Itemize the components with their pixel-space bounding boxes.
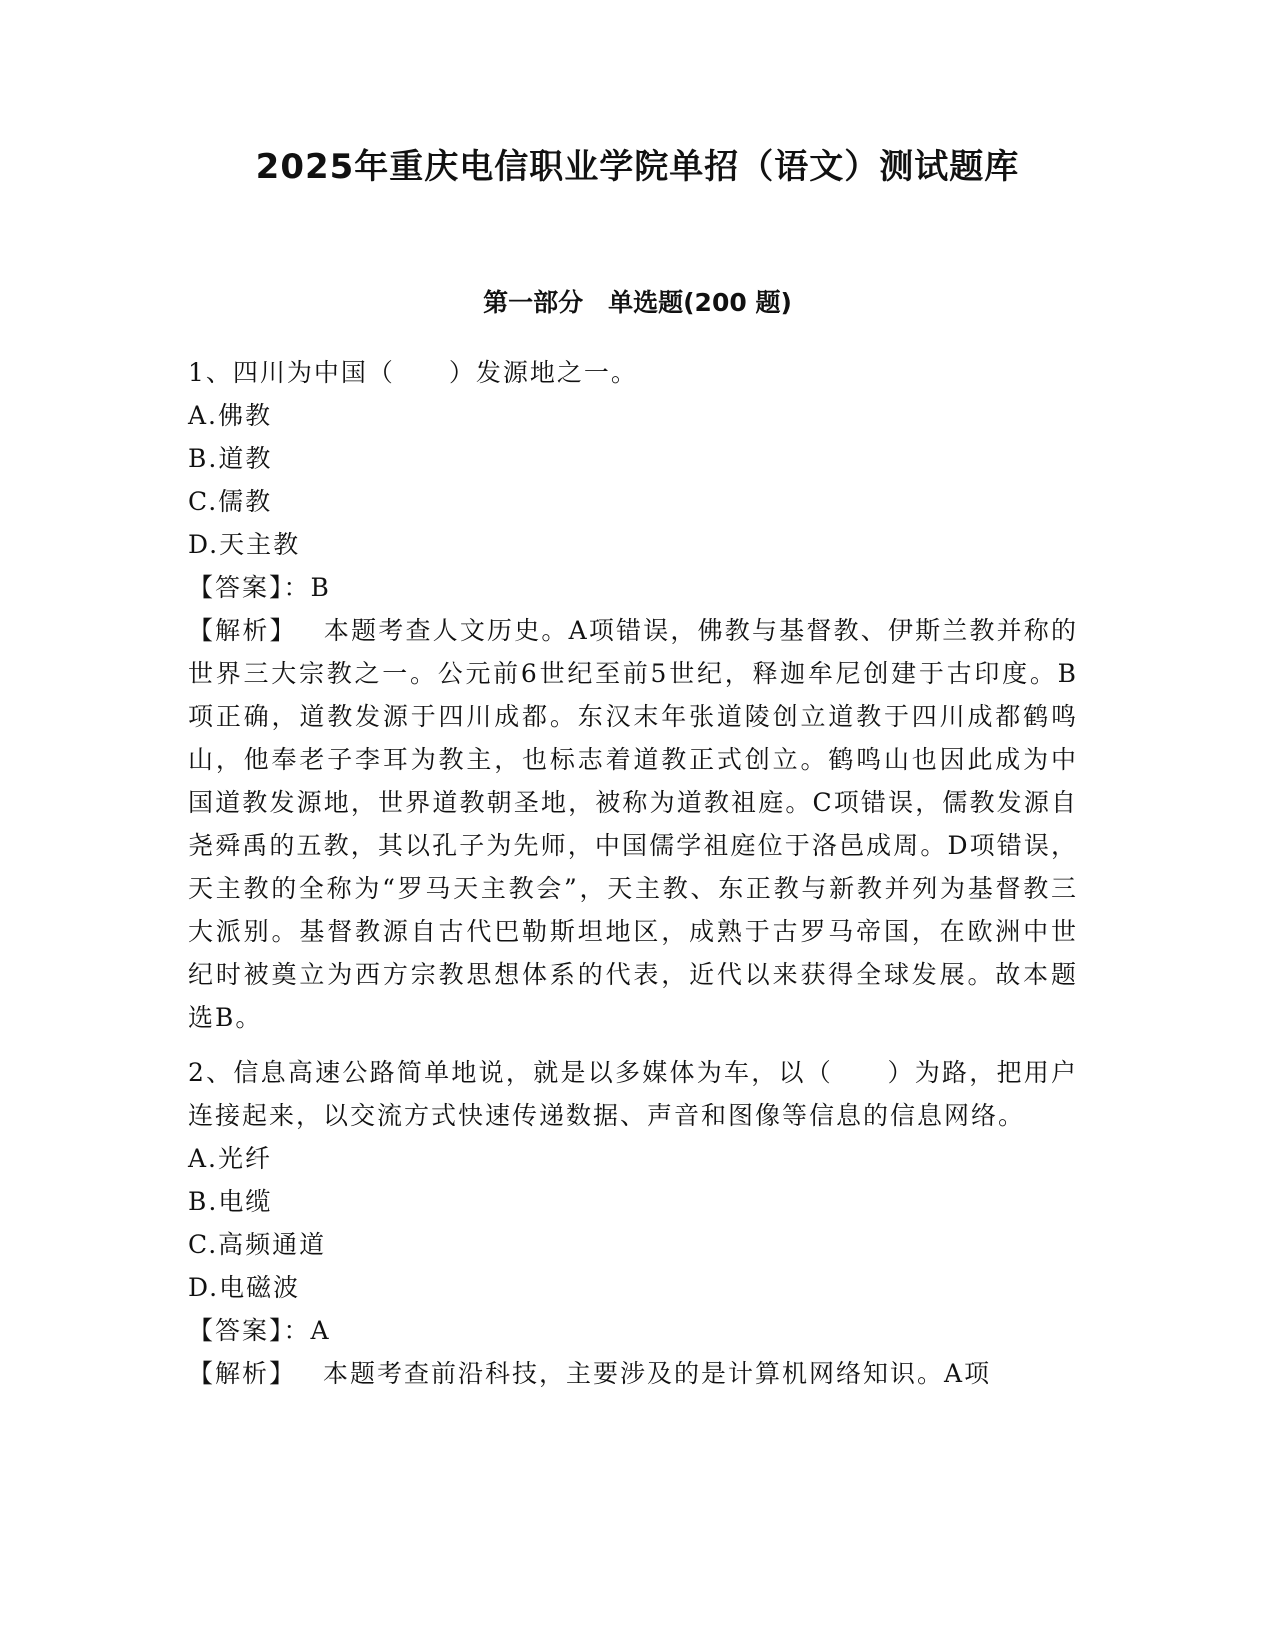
answer-value: A xyxy=(310,1316,331,1345)
analysis-paragraph xyxy=(188,609,1078,1039)
answer-line xyxy=(188,566,1078,609)
question-stem: 2、信息高速公路简单地说，就是以多媒体为车，以（ ）为路，把用户连接起来，以交流方式快速传递数据、声音和图像等信息的信息网络。 xyxy=(188,1058,1078,1130)
option-b: B.道教 xyxy=(188,444,273,473)
section-heading: 第一部分 单选题(200 题) xyxy=(483,288,792,317)
question-item xyxy=(188,351,1078,1039)
analysis-text: 本题考查前沿科技，主要涉及的是计算机网络知识。A项 xyxy=(323,1359,992,1388)
option-d: D.电磁波 xyxy=(188,1273,301,1302)
answer-line xyxy=(188,1309,1078,1352)
document-title: 2025年重庆电信职业学院单招（语文）测试题库 xyxy=(255,147,1020,187)
option-c: C.儒教 xyxy=(188,487,273,516)
option-b: B.电缆 xyxy=(188,1187,273,1216)
analysis-label: 【解析】 xyxy=(188,616,297,645)
analysis-text: 本题考查人文历史。A项错误，佛教与基督教、伊斯兰教并称的世界三大宗教之一。公元前6世纪至前5世纪，释迦牟尼创建于古印度。B项正确，道教发源于四川成都。东汉末年张道陵创立道教于四川成都鹤鸣山，他奉老子李耳为教主，也标志着道教正式创立。鹤鸣山也因此成为中国道教发源地，世界道教朝圣地，被称为道教祖庭。C项错误，儒教发源自尧舜禹的五教，其以孔子为先师，中国儒学祖庭位于洛邑成周。D项错误，天主教的全称为“罗马天主教会”，天主教、东正教与新教并列为基督教三大派别。基督教源自古代巴勒斯坦地区，成熟于古罗马帝国，在欧洲中世纪时被奠立为西方宗教思想体系的代表，近代以来获得全球发展。故本题选B。 xyxy=(188,616,1078,1032)
option-a: A.光纤 xyxy=(188,1144,273,1173)
question-list xyxy=(188,351,1078,1395)
question-item xyxy=(188,1051,1078,1395)
option-a: A.佛教 xyxy=(188,401,273,430)
analysis-paragraph xyxy=(188,1352,1078,1395)
analysis-label: 【解析】 xyxy=(188,1359,297,1388)
answer-label: 【答案】： xyxy=(188,573,311,602)
option-d: D.天主教 xyxy=(188,530,301,559)
answer-label: 【答案】： xyxy=(188,1316,311,1345)
answer-value: B xyxy=(310,573,331,602)
question-spacer xyxy=(188,1039,1078,1051)
option-c: C.高频通道 xyxy=(188,1230,327,1259)
question-stem: 1、四川为中国（ ）发源地之一。 xyxy=(188,358,638,387)
